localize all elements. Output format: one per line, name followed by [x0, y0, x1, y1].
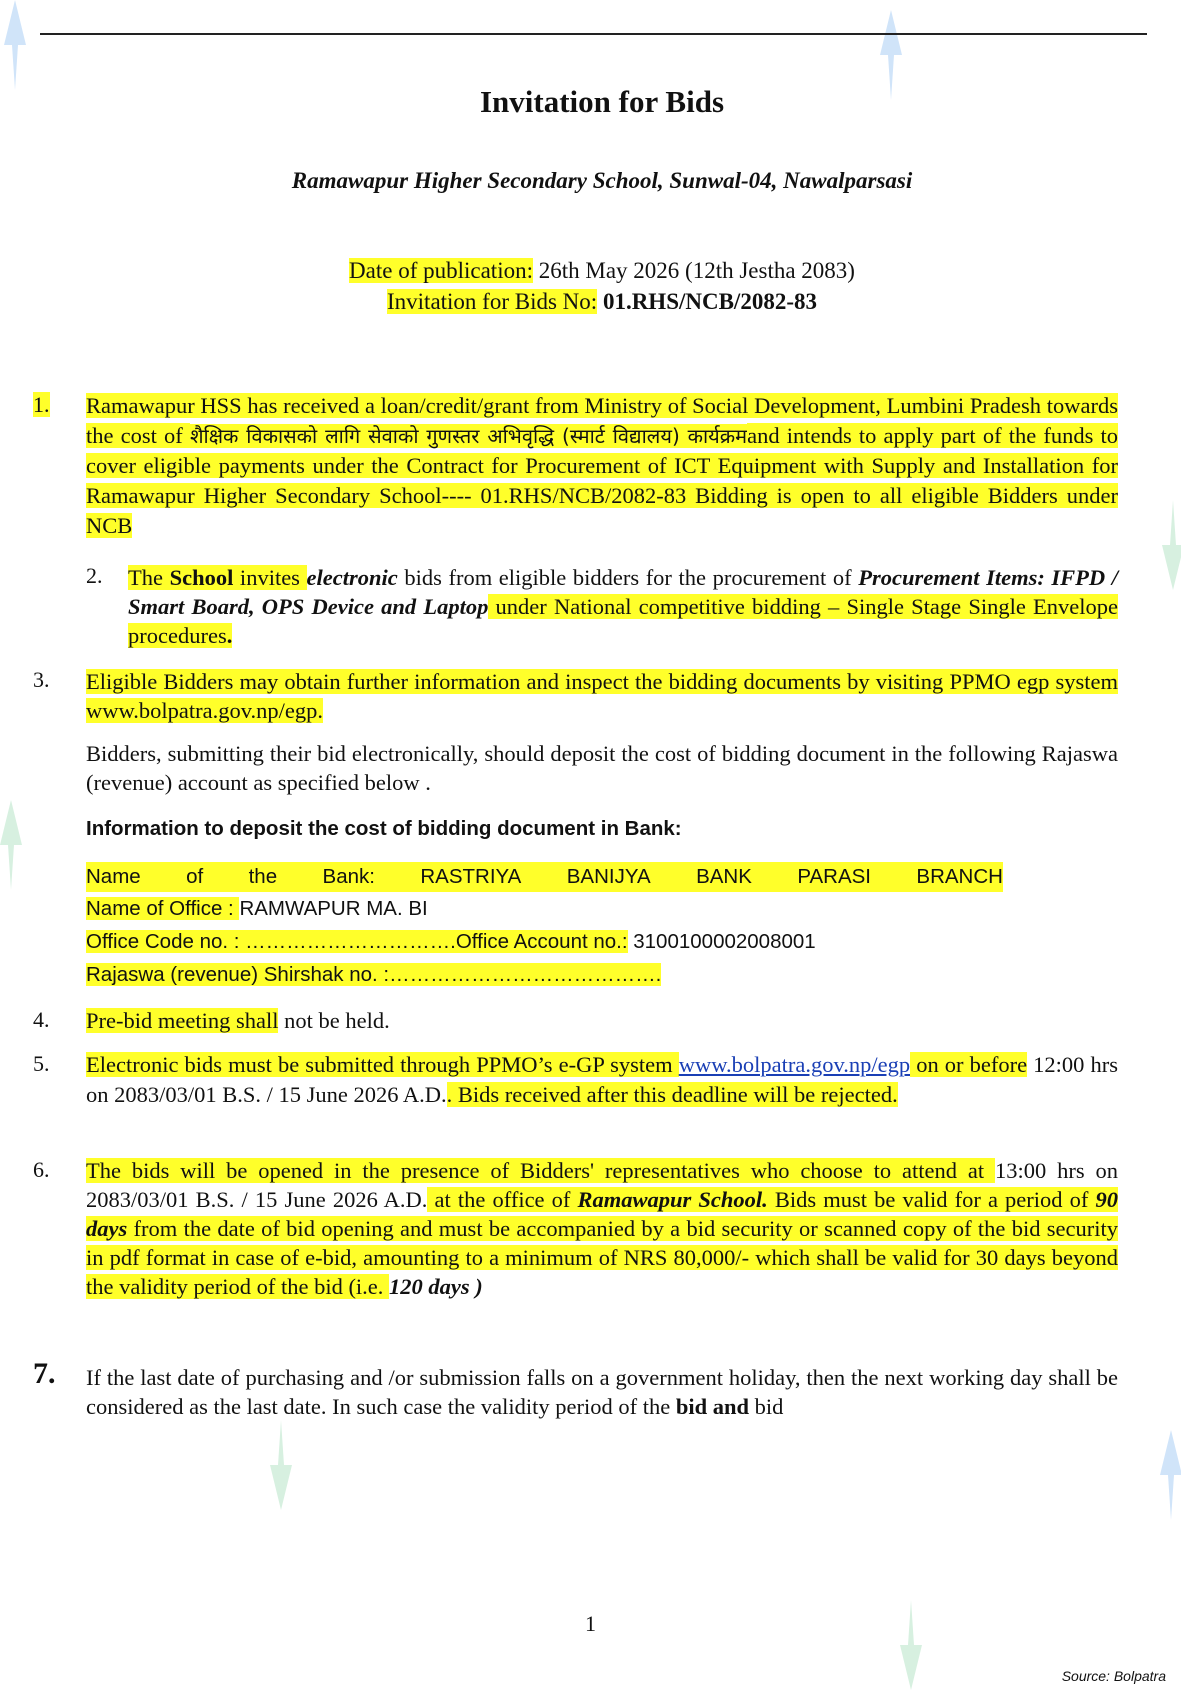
item-7-part: bid [749, 1394, 784, 1419]
item-5-part: . Bids received after this deadline will be rejected. [446, 1082, 898, 1107]
top-rule [40, 33, 1147, 35]
item-number: 3. [33, 667, 50, 692]
ifb-number-value: 01.RHS/NCB/2082-83 [602, 289, 817, 314]
item-7-part: If the last date of purchasing and /or submission falls on a government holiday, then the next working day shall be considered as the last date. In such case the validity period of the [86, 1365, 1118, 1419]
item-1-text [86, 391, 1118, 541]
bank-name-word: of [186, 865, 204, 888]
item-6-part: at the office of [427, 1187, 578, 1212]
publication-date-label: Date of publication: [349, 258, 533, 283]
source-credit: Source: Bolpatra [1061, 1668, 1166, 1684]
item-6-validity-days: 90 days [86, 1187, 1118, 1241]
item-6-extended-days: 120 days ) [389, 1274, 483, 1299]
item-2-part: under National competitive bidding – Single Stage Single Envelope procedures [128, 594, 1119, 648]
document-title: Invitation for Bids [479, 84, 725, 119]
office-account-value: 3100100002008001 [627, 930, 816, 953]
bank-name-word: BANIJYA [566, 865, 651, 888]
bank-name-word: PARASI [797, 865, 871, 888]
watermark-arrow-icon [270, 1420, 292, 1510]
office-name-line [86, 894, 428, 924]
item-number: 2. [86, 563, 103, 588]
office-name-value: RAMWAPUR MA. BI [239, 897, 428, 920]
office-code-line [86, 927, 816, 957]
ifb-number-label: Invitation for Bids No: [387, 289, 598, 314]
bank-name-line [86, 862, 1003, 892]
item-6-office: Ramawapur School. [577, 1187, 768, 1212]
item-3-deposit-text: Bidders, submitting their bid electronically, should deposit the cost of bidding document in the following Rajaswa (revenue) account as specified below . [86, 741, 1118, 795]
item-3-text [86, 667, 1118, 725]
bank-name-word: Name [86, 865, 141, 888]
bolpatra-link[interactable]: www.bolpatra.gov.np/egp [678, 1052, 911, 1077]
bank-name-row [86, 862, 1003, 892]
item-number: 6. [33, 1157, 50, 1182]
item-2-part: . [226, 623, 233, 648]
item-1-part: Ramawapur HSS has received a loan/credit/grant from Ministry of Social Development, Lumbini Pradesh towards the cost of [86, 393, 1118, 448]
rajaswa-text: Rajaswa (revenue) Shirshak no. :…………………………………. [86, 963, 662, 986]
item-5-part: Electronic bids must be submitted through PPMO’s e-GP system [86, 1052, 679, 1077]
item-5-text [86, 1050, 1118, 1110]
office-name-label: Name of Office : [86, 897, 240, 920]
item-6-part: from the date of bid opening and must be accompanied by a bid security or scanned copy of the bid security in pdf format in case of e-bid, amounting to a minimum of NRS 80,000/- which shall be valid for 30 days beyond the validity period of the bid (i.e. [86, 1216, 1118, 1299]
item-3-part: Eligible Bidders may obtain further information and inspect the bidding documents by visiting PPMO egp system www.bolpatra.gov.np/egp. [86, 669, 1118, 723]
watermark-arrow-icon [0, 800, 22, 890]
item-6-part: The bids will be opened in the presence of Bidders' representatives who choose to attend at [86, 1158, 995, 1183]
publication-info [0, 255, 1181, 317]
item-2-part: invites [233, 565, 307, 590]
watermark-arrow-icon [4, 0, 26, 90]
document-subtitle: Ramawapur Higher Secondary School, Sunwal-04, Nawalparsasi [291, 168, 913, 193]
bank-name-word: RASTRIYA [420, 865, 522, 888]
item-2-electronic: electronic [306, 565, 398, 590]
rajaswa-line [86, 960, 661, 990]
watermark-arrow-icon [1160, 1430, 1181, 1520]
bank-name-word: BANK [696, 865, 752, 888]
item-7-text [86, 1363, 1118, 1421]
page-number: 1 [585, 1611, 596, 1636]
office-code-label: Office Code no. : ………………………….Office Account no.: [86, 930, 628, 953]
item-7-bold: bid and [675, 1394, 749, 1419]
item-number: 5. [33, 1051, 50, 1076]
item-1-program-name: शैक्षिक विकासको लागि सेवाको गुणस्तर अभिवृद्धि (स्मार्ट विद्यालय) कार्यक्रम [189, 424, 748, 448]
watermark-arrow-icon [1162, 500, 1181, 590]
item-number: 1. [33, 392, 50, 417]
item-5-part: on or before [910, 1052, 1028, 1077]
item-4-part: not be held. [278, 1008, 390, 1033]
item-6-opening-time: 13:00 hrs on 2083/03/01 B.S. / 15 June 2026 A.D. [86, 1158, 1118, 1212]
item-2-part: The [128, 565, 170, 590]
publication-date-value: 26th May 2026 (12th Jestha 2083) [538, 258, 855, 283]
item-number: 4. [33, 1007, 50, 1032]
item-2-procurement-items: Procurement Items: IFPD / Smart Board, OPS Device and Laptop [128, 565, 1119, 619]
item-5-deadline: 12:00 hrs on 2083/03/01 B.S. / 15 June 2026 A.D. [86, 1052, 1119, 1107]
item-1-part: and intends to apply part of the funds to cover eligible payments under the Contract for Procurement of ICT Equipment with Supply and Installation for Ramawapur Higher Secondary School---- 01.RHS/NCB/2082-83 Bidding is open to all eligible Bidders under NCB [86, 423, 1118, 538]
ifb-number-line [0, 286, 1181, 317]
publication-date-line [0, 255, 1181, 286]
item-2-school: School [169, 565, 234, 590]
bank-name-word: BRANCH [916, 865, 1003, 888]
bank-info-heading: Information to deposit the cost of bidding document in Bank: [86, 817, 682, 840]
bank-name-word: Bank: [322, 865, 375, 888]
item-6-text [86, 1156, 1118, 1301]
item-2-text [128, 563, 1118, 650]
item-4-text [86, 1006, 1118, 1036]
item-6-part: Bids must be valid for a period of [767, 1187, 1096, 1212]
item-number: 7. [33, 1357, 56, 1390]
item-2-part: bids from eligible bidders for the procurement of [397, 565, 859, 590]
bank-name-word: the [248, 865, 278, 888]
item-4-part: Pre-bid meeting shall [86, 1008, 279, 1033]
